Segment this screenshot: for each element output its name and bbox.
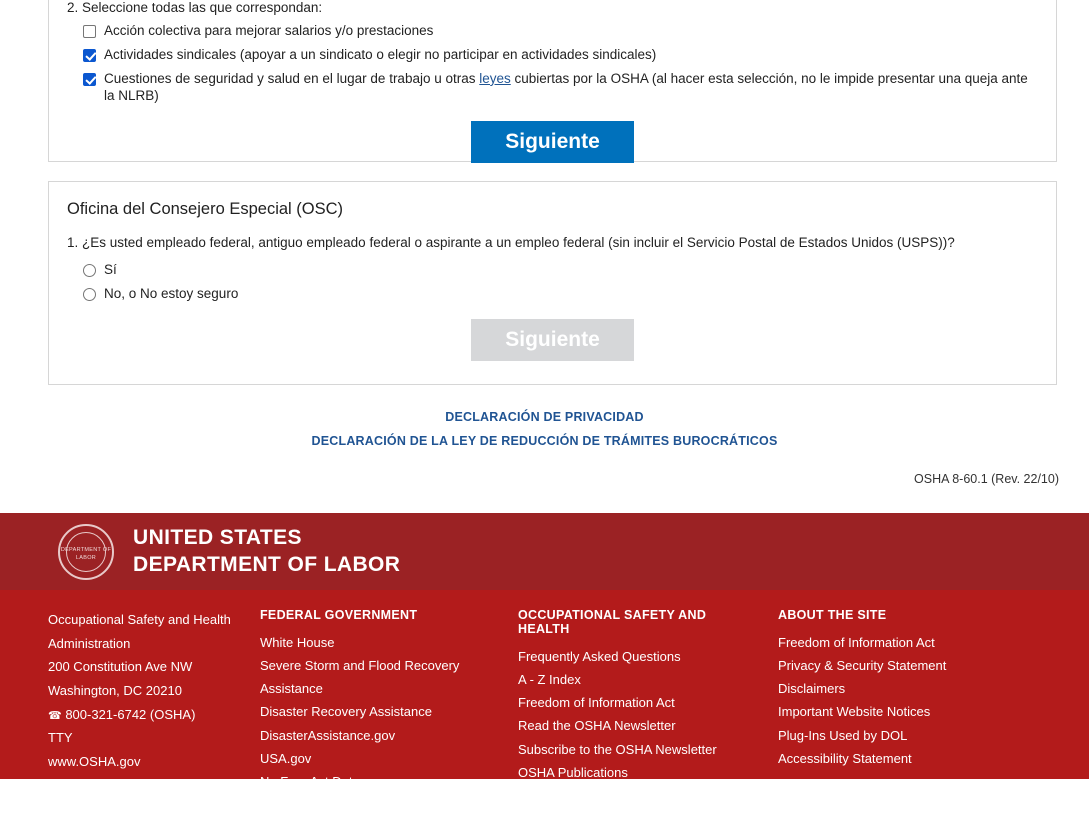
footer-link[interactable]: OSHA Publications <box>518 764 628 780</box>
dol-seal-icon <box>58 524 114 580</box>
footer-agency-column <box>0 608 260 816</box>
radio-unselected-icon[interactable] <box>83 264 96 277</box>
footer-link[interactable]: Plug-Ins Used by DOL <box>778 727 908 743</box>
radio-label: No, o No estoy seguro <box>104 285 239 301</box>
footer-heading: FEDERAL GOVERNMENT <box>260 608 418 622</box>
footer-link[interactable]: DisasterAssistance.gov <box>260 727 396 743</box>
osc-section-title: Oficina del Consejero Especial (OSC) <box>67 200 344 218</box>
osc-question-label: 1. ¿Es usted empleado federal, antiguo empleado federal o aspirante a un empleo federal (sin incluir el Servicio Postal de Estados Unidos (USPS))? <box>67 235 955 250</box>
dol-banner <box>0 513 1089 590</box>
banner-line-1: UNITED STATES <box>133 526 302 550</box>
radio-label: Sí <box>104 262 117 277</box>
footer-link[interactable]: Disaster Recovery Assistance <box>260 704 432 720</box>
agency-line-1: Occupational Safety and Health <box>48 612 231 627</box>
osc-question-card <box>48 181 1057 385</box>
footer-link[interactable]: Disclaimers <box>778 681 846 697</box>
site-footer <box>0 590 1089 812</box>
radio-unselected-icon[interactable] <box>83 288 96 301</box>
nlrb-question-card <box>48 0 1057 162</box>
footer-column-about-site <box>778 608 1028 816</box>
checkbox-label: Acción colectiva para mejorar salarios y/o prestaciones <box>104 23 434 38</box>
banner-line-2: DEPARTMENT OF LABOR <box>133 552 401 576</box>
seal-text: DEPARTMENT OF LABOR <box>60 546 112 561</box>
agency-address <box>48 608 242 774</box>
footer-columns <box>0 608 1089 816</box>
checkbox-option-collective-action[interactable] <box>67 23 1038 40</box>
next-button-container <box>67 121 1038 163</box>
osha-revision-text: OSHA 8-60.1 (Rev. 22/10) <box>914 472 1059 486</box>
footer-heading: OCCUPATIONAL SAFETY AND HEALTH <box>518 608 707 636</box>
next-button-nlrb[interactable]: Siguiente <box>471 121 634 163</box>
agency-line-2: Administration <box>48 635 131 651</box>
footer-column-federal-government <box>260 608 518 816</box>
label-text-after: cubiertas por la OSHA (al hacer esta selección, no le impide presentar una queja ante la NLRB) <box>104 70 1028 103</box>
agency-website[interactable]: www.OSHA.gov <box>48 753 141 769</box>
footer-link[interactable]: Frequently Asked Questions <box>518 649 681 664</box>
agency-line-3: 200 Constitution Ave NW <box>48 659 193 675</box>
next-button-container-osc <box>67 319 1038 361</box>
footer-column-osh <box>518 608 778 816</box>
footer-link[interactable]: U.S. Office of Special Counsel <box>260 796 435 812</box>
label-text-before: Cuestiones de seguridad y salud en el lugar de trabajo u otras <box>104 70 480 86</box>
next-button-osc: Siguiente <box>471 319 634 361</box>
agency-tty: TTY <box>48 730 73 746</box>
privacy-statement-link[interactable]: DECLARACIÓN DE PRIVACIDAD <box>445 410 644 424</box>
footer-link[interactable]: No Fear Act Data <box>260 773 360 789</box>
footer-link[interactable]: White House <box>260 635 335 650</box>
agency-line-4: Washington, DC 20210 <box>48 682 182 698</box>
footer-link[interactable]: USA.gov <box>260 750 312 766</box>
paperwork-reduction-act-link[interactable]: DECLARACIÓN DE LA LEY DE REDUCCIÓN DE TRÁMITES BUROCRÁTICOS <box>311 434 778 448</box>
checkbox-label <box>104 71 1038 105</box>
footer-link[interactable]: Important Website Notices <box>778 704 931 720</box>
agency-phone <box>48 703 242 727</box>
footer-link[interactable]: A - Z Index <box>518 672 581 688</box>
checkbox-checked-icon[interactable] <box>83 49 96 62</box>
checkbox-unchecked-icon[interactable] <box>83 25 96 38</box>
footer-link[interactable]: Privacy & Security Statement <box>778 658 947 674</box>
footer-link[interactable]: Severe Storm and Flood Recovery Assistance <box>260 658 460 697</box>
checkbox-option-safety-health[interactable] <box>67 71 1038 105</box>
checkbox-checked-icon[interactable] <box>83 73 96 86</box>
footer-link[interactable]: Freedom of Information Act <box>778 635 935 650</box>
radio-option-no-or-unsure[interactable] <box>67 286 1038 303</box>
footer-link[interactable]: Accessibility Statement <box>778 750 912 766</box>
footer-heading: ABOUT THE SITE <box>778 608 887 622</box>
checkbox-label: Actividades sindicales (apoyar a un sindicato o elegir no participar en actividades sindicales) <box>104 46 657 62</box>
radio-option-yes[interactable] <box>67 262 1038 279</box>
phone-icon: ☎ <box>48 709 62 722</box>
footer-link[interactable]: Office of Inspector General <box>518 787 674 803</box>
question-2-label: 2. Seleccione todas las que correspondan: <box>67 0 323 15</box>
checkbox-option-union-activities[interactable] <box>67 47 1038 64</box>
dol-banner-title <box>133 525 400 578</box>
laws-link[interactable]: leyes <box>479 70 511 86</box>
privacy-links <box>0 410 1089 458</box>
footer-link[interactable]: Read the OSHA Newsletter <box>518 718 676 734</box>
footer-link[interactable]: Freedom of Information Act <box>518 695 675 711</box>
footer-link[interactable]: Subscribe to the OSHA Newsletter <box>518 741 717 757</box>
phone-number: 800-321-6742 (OSHA) <box>65 706 196 722</box>
